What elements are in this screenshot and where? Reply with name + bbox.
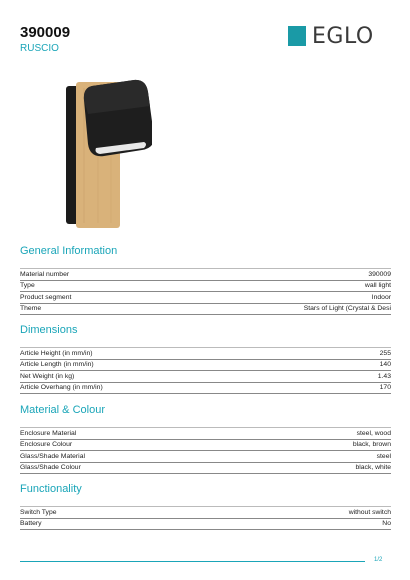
section-title-general: General Information <box>20 245 118 257</box>
spec-label: Glass/Shade Material <box>20 452 85 460</box>
spec-label: Battery <box>20 520 42 528</box>
spec-label: Article Overhang (in mm/in) <box>20 384 103 392</box>
spec-label: Theme <box>20 305 42 313</box>
spec-label: Switch Type <box>20 508 57 516</box>
section-title-functionality: Functionality <box>20 483 82 495</box>
spec-value: Indoor <box>371 293 391 301</box>
product-number: 390009 <box>20 24 71 41</box>
brand-logo <box>288 24 374 48</box>
table-row <box>20 440 391 452</box>
table-row <box>20 268 391 281</box>
logo-text: EGLO <box>312 23 374 49</box>
spec-value: steel, wood <box>356 429 391 437</box>
table-row <box>20 506 391 519</box>
table-row <box>20 519 391 531</box>
spec-table-general <box>20 268 391 315</box>
table-row <box>20 383 391 395</box>
section-title-material-colour: Material & Colour <box>20 404 105 416</box>
spec-value: steel <box>376 452 391 460</box>
table-row <box>20 463 391 475</box>
spec-value: without switch <box>348 508 391 516</box>
spec-value: wall light <box>364 282 391 290</box>
spec-label: Article Length (in mm/in) <box>20 361 94 369</box>
spec-label: Type <box>20 282 35 290</box>
spec-label: Product segment <box>20 293 72 301</box>
spec-value: 255 <box>379 349 391 357</box>
spec-value: 170 <box>379 384 391 392</box>
table-row <box>20 360 391 372</box>
product-name: RUSCIO <box>20 43 59 54</box>
spec-table-dimensions <box>20 347 391 394</box>
section-title-dimensions: Dimensions <box>20 324 78 336</box>
table-row <box>20 451 391 463</box>
spec-value: black, brown <box>352 441 391 449</box>
spec-label: Enclosure Material <box>20 429 77 437</box>
spec-table-material-colour <box>20 427 391 474</box>
spec-value: Stars of Light (Crystal & Desi <box>303 305 391 313</box>
spec-value: 390009 <box>368 270 391 278</box>
table-row <box>20 427 391 440</box>
spec-label: Enclosure Colour <box>20 441 73 449</box>
spec-label: Material number <box>20 270 70 278</box>
table-row <box>20 371 391 383</box>
table-row <box>20 292 391 304</box>
page-number: 1/2 <box>374 557 383 563</box>
spec-label: Glass/Shade Colour <box>20 464 81 472</box>
spec-value: 140 <box>379 361 391 369</box>
spec-value: 1.43 <box>377 372 391 380</box>
spec-value: black, white <box>355 464 391 472</box>
footer-divider <box>20 561 365 562</box>
spec-label: Article Height (in mm/in) <box>20 349 93 357</box>
table-row <box>20 347 391 360</box>
table-row <box>20 304 391 316</box>
spec-table-functionality <box>20 506 391 530</box>
spec-label: Net Weight (in kg) <box>20 372 75 380</box>
spec-value: No <box>382 520 391 528</box>
product-image <box>62 78 152 230</box>
table-row <box>20 281 391 293</box>
logo-mark-icon <box>288 26 306 46</box>
